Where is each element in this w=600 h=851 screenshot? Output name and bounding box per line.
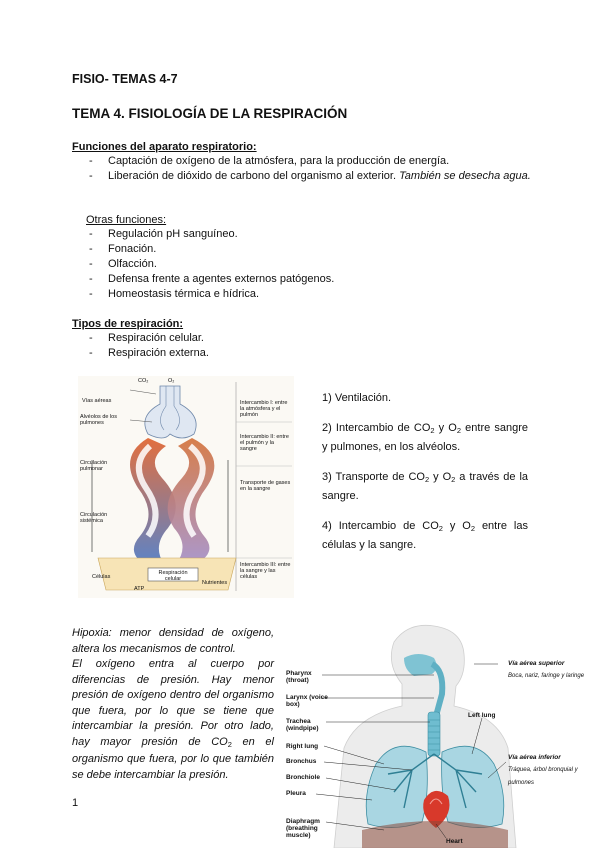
list-item: - Fonación. xyxy=(72,242,532,257)
presion-text-b: en el organismo que fuera, por lo que también se debe intercambiar la presión. xyxy=(72,735,274,781)
right-lung-label: Right lung xyxy=(286,743,319,750)
presion-text xyxy=(72,657,274,783)
transporte-label: Transporte de gases en la sangre xyxy=(240,480,291,492)
subscript: 2 xyxy=(451,475,456,484)
list-item-text: Liberación de dióxido de carbono del organismo al exterior. xyxy=(108,170,397,182)
hipoxia-line: Hipoxia: menor densidad de oxígeno, altera los mecanismos de control. xyxy=(72,627,274,655)
subscript: 2 xyxy=(424,475,430,484)
o2-label: O₂ xyxy=(168,378,175,384)
step-1-text: 1) Ventilación. xyxy=(322,392,392,404)
step-4 xyxy=(322,518,528,553)
step-3-text-a: 3) Transporte de CO xyxy=(322,471,425,483)
list-item: - Defensa frente a agentes externos patógenos. xyxy=(72,272,532,287)
intercambio3-label: Intercambio III: entre la sangre y las células xyxy=(240,562,291,580)
otras-section xyxy=(72,214,532,302)
list-item: - Captación de oxígeno de la atmósfera, para la producción de energía. xyxy=(72,154,532,169)
funciones-section xyxy=(72,141,532,184)
heart-label: Heart xyxy=(446,838,463,845)
list-item: - Homeostasis térmica e hídrica. xyxy=(72,287,532,302)
resp-celular-label: Respiración celular xyxy=(158,570,188,582)
via-inferior-desc: Tráquea, árbol bronquial y pulmones xyxy=(508,767,578,786)
nutrientes-label: Nutrientes xyxy=(202,580,228,586)
funciones-heading: Funciones del aparato respiratorio: xyxy=(72,141,257,153)
via-inferior-title: Vía aérea inferior xyxy=(508,754,561,761)
via-superior-desc: Boca, nariz, faringe y laringe xyxy=(508,673,585,679)
atp-label: ATP xyxy=(134,586,145,592)
intercambio1-label: Intercambio I: entre la atmósfera y el pulmón xyxy=(240,400,288,418)
step-2-text-b: y O xyxy=(434,422,457,434)
step-1 xyxy=(322,390,528,406)
step-2-text-a: 2) Intercambio de CO xyxy=(322,422,431,434)
otras-heading: Otras funciones: xyxy=(86,214,167,226)
tipos-list xyxy=(72,331,532,361)
co2-label: CO₂ xyxy=(138,378,149,384)
step-2-text-c: entre sangre y pulmones, en los alvéolos. xyxy=(322,422,528,453)
funciones-list xyxy=(72,154,532,184)
step-4-text-b: y O xyxy=(442,520,471,532)
vias-label: Vías aéreas xyxy=(82,398,112,404)
document-header: FISIO- TEMAS 4-7 xyxy=(72,72,178,86)
via-superior-title: Vía aérea superior xyxy=(508,660,565,667)
page-number: 1 xyxy=(72,797,79,809)
gas-exchange-diagram xyxy=(78,376,294,598)
celulas-label: Células xyxy=(92,574,111,580)
bronchus-label: Bronchus xyxy=(286,758,317,765)
otras-list xyxy=(72,227,532,302)
respiratory-anatomy-diagram xyxy=(284,624,590,848)
step-4-text-c: entre las células y la sangre. xyxy=(322,520,528,551)
respiratory-anatomy-illustration xyxy=(284,624,590,848)
subscript: 2 xyxy=(438,524,443,533)
chapter-title: TEMA 4. FISIOLOGÍA DE LA RESPIRACIÓN xyxy=(72,106,348,121)
step-3 xyxy=(322,469,528,504)
subscript: 2 xyxy=(456,426,462,435)
subscript: 2 xyxy=(430,426,435,435)
trachea-label: Trachea (windpipe) xyxy=(286,718,319,732)
larynx-label: Larynx (voice box) xyxy=(286,694,328,708)
bronchiole-label: Bronchiole xyxy=(286,774,320,781)
list-item: - Olfacción. xyxy=(72,257,532,272)
subscript: 2 xyxy=(227,739,232,749)
list-item-italic: También se desecha agua. xyxy=(399,170,531,182)
tipos-heading: Tipos de respiración: xyxy=(72,318,184,330)
tipos-section xyxy=(72,318,532,361)
diaphragm-label: Diaphragm (breathing muscle) xyxy=(286,818,320,839)
step-3-text-c: a través de la sangre. xyxy=(322,471,529,502)
pharynx-label: Pharynx (throat) xyxy=(286,670,312,684)
presion-text-a: El oxígeno entra al cuerpo por diferencias de presión. Hay menor presión de oxígeno dentro del organismo que fuera, por lo que se tiene que intercambiar la presión. Por otro lado, hay mayor presión de CO xyxy=(72,658,274,748)
intercambio2-label: Intercambio II: entre el pulmón y la sangre xyxy=(240,434,289,452)
step-3-text-b: y O xyxy=(429,471,452,483)
pleura-label: Pleura xyxy=(286,790,306,797)
step-4-text-a: 4) Intercambio de CO xyxy=(322,520,439,532)
steps-list xyxy=(322,390,528,567)
hipoxia-paragraph xyxy=(72,626,274,783)
left-lung-label: Left lung xyxy=(468,712,496,719)
alveolos-label: Alvéolos de los pulmones xyxy=(80,414,117,426)
list-item xyxy=(72,169,532,184)
circ-pulmonar-label: Circulación pulmonar xyxy=(80,460,108,472)
list-item: - Respiración externa. xyxy=(72,346,532,361)
list-item: - Regulación pH sanguíneo. xyxy=(72,227,532,242)
list-item: - Respiración celular. xyxy=(72,331,532,346)
step-2 xyxy=(322,420,528,455)
circ-sistemica-label: Circulación sistémica xyxy=(80,512,108,524)
subscript: 2 xyxy=(470,524,476,533)
